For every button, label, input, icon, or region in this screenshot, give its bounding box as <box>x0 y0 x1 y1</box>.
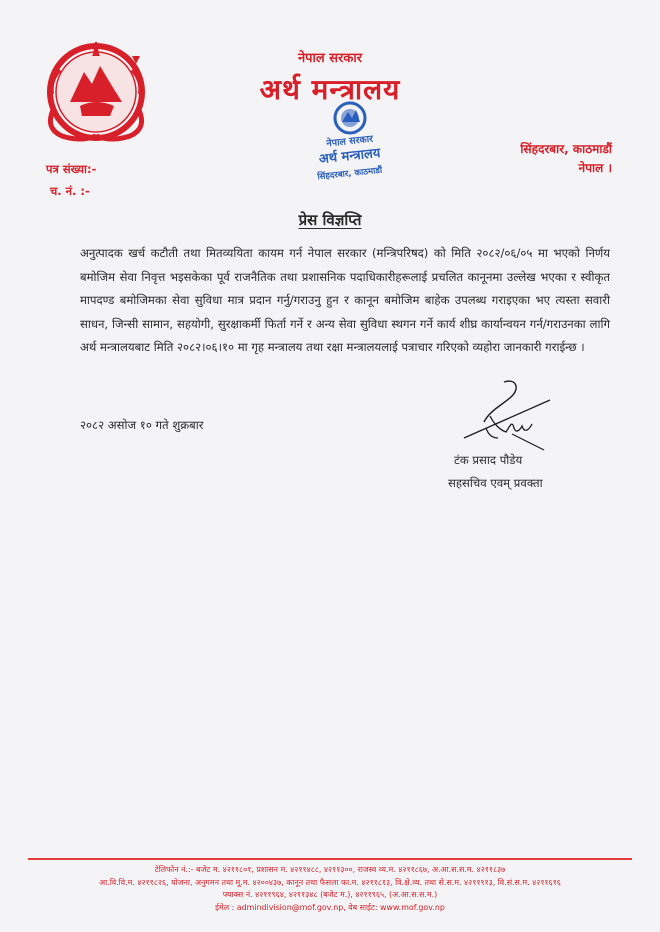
footer-contact <box>20 864 640 914</box>
footer-phone-line-2: आ.वि.वि.म. ४२११८२६, योजना, अनुगमन तथा मू.म. ४२००४३७, कानून तथा फैसला का.म. ४२११८१३, वि.क्षे.व्य. तथा से.स.म. ४२११९१३, वि.सं.स.म. ४२११६१६ <box>99 877 561 887</box>
stamp-line-1: नेपाल सरकार <box>325 133 374 150</box>
issue-date: २०८२ असोज १० गते शुक्रबार <box>80 418 204 432</box>
stamp-line-3: सिंहदरबार, काठमाडौं <box>317 165 383 183</box>
footer-fax-line: फ्याक्स नं. ४२११९६४, ४२११३४८ (बजेट म.), ४२११९६५, (अ.आ.स.स.म.) <box>222 890 438 900</box>
dispatch-number-label: च. नं. :- <box>50 184 90 198</box>
address-line-1: सिंहदरबार, काठमाडौं <box>520 142 612 156</box>
footer-phone-line: टेलिफोन नं.:- बजेट म. ४२११८०१, प्रशासन म. ४२११४८८, ४२११३००, राजस्व व्य.म. ४२११८६७, अ.आ.स.स.म. ४२११८३७ <box>154 865 506 874</box>
signatory-name: टंक प्रसाद पौडेय <box>454 453 523 467</box>
government-name: नेपाल सरकार <box>297 51 363 66</box>
signatory-designation: सहसचिव एवम् प्रवक्ता <box>448 476 543 490</box>
document-title: प्रेस विज्ञप्ति <box>298 211 362 229</box>
letter-number-label: पत्र संख्या:- <box>46 162 97 176</box>
office-address <box>520 140 612 178</box>
signature <box>460 376 556 456</box>
address-line-2: नेपाल । <box>578 161 612 175</box>
footer-email-web-line: ईमेल : admindivision@mof.gov.np, वेब साईट: www.mof.gov.np <box>215 902 445 912</box>
stamp-line-2: अर्थ मन्त्रालय <box>318 145 382 168</box>
footer-divider <box>28 858 632 860</box>
press-release-body: अनुत्पादक खर्च कटौती तथा मितव्ययिता कायम गर्न नेपाल सरकार (मन्त्रिपरिषद) को मिति २०८२/०६/०५ मा भएको निर्णय बमोजिम सेवा निवृत्त भइसकेका पूर्व राजनैतिक तथा प्रशासनिक पदाधिकारीहरूलाई प्रचलित कानूनमा उल्लेख भएका र स्वीकृत मापदण्ड बमोजिमका सेवा सुविधा मात्र प्रदान गर्नु/गराउनु हुन र कानून बमोजिम बाहेक उपलब्ध गराइएका भए त्यस्ता सवारी साधन, जिन्सी सामान, सहयोगी, सुरक्षाकर्मी फिर्ता गर्ने र अन्य सेवा सुविधा स्थगन गर्ने कार्य शीघ्र कार्यान्वयन गर्न/गराउनका लागि अर्थ मन्त्रालयबाट मिति २०८२।०६।१० मा गृह मन्त्रालय तथा रक्षा मन्त्रालयलाई पत्राचार गरिएको व्यहोरा जानकारी गराईन्छ । <box>80 246 610 354</box>
ministry-stamp-seal <box>300 96 400 188</box>
ministry-name: अर्थ मन्त्रालय <box>259 73 401 106</box>
